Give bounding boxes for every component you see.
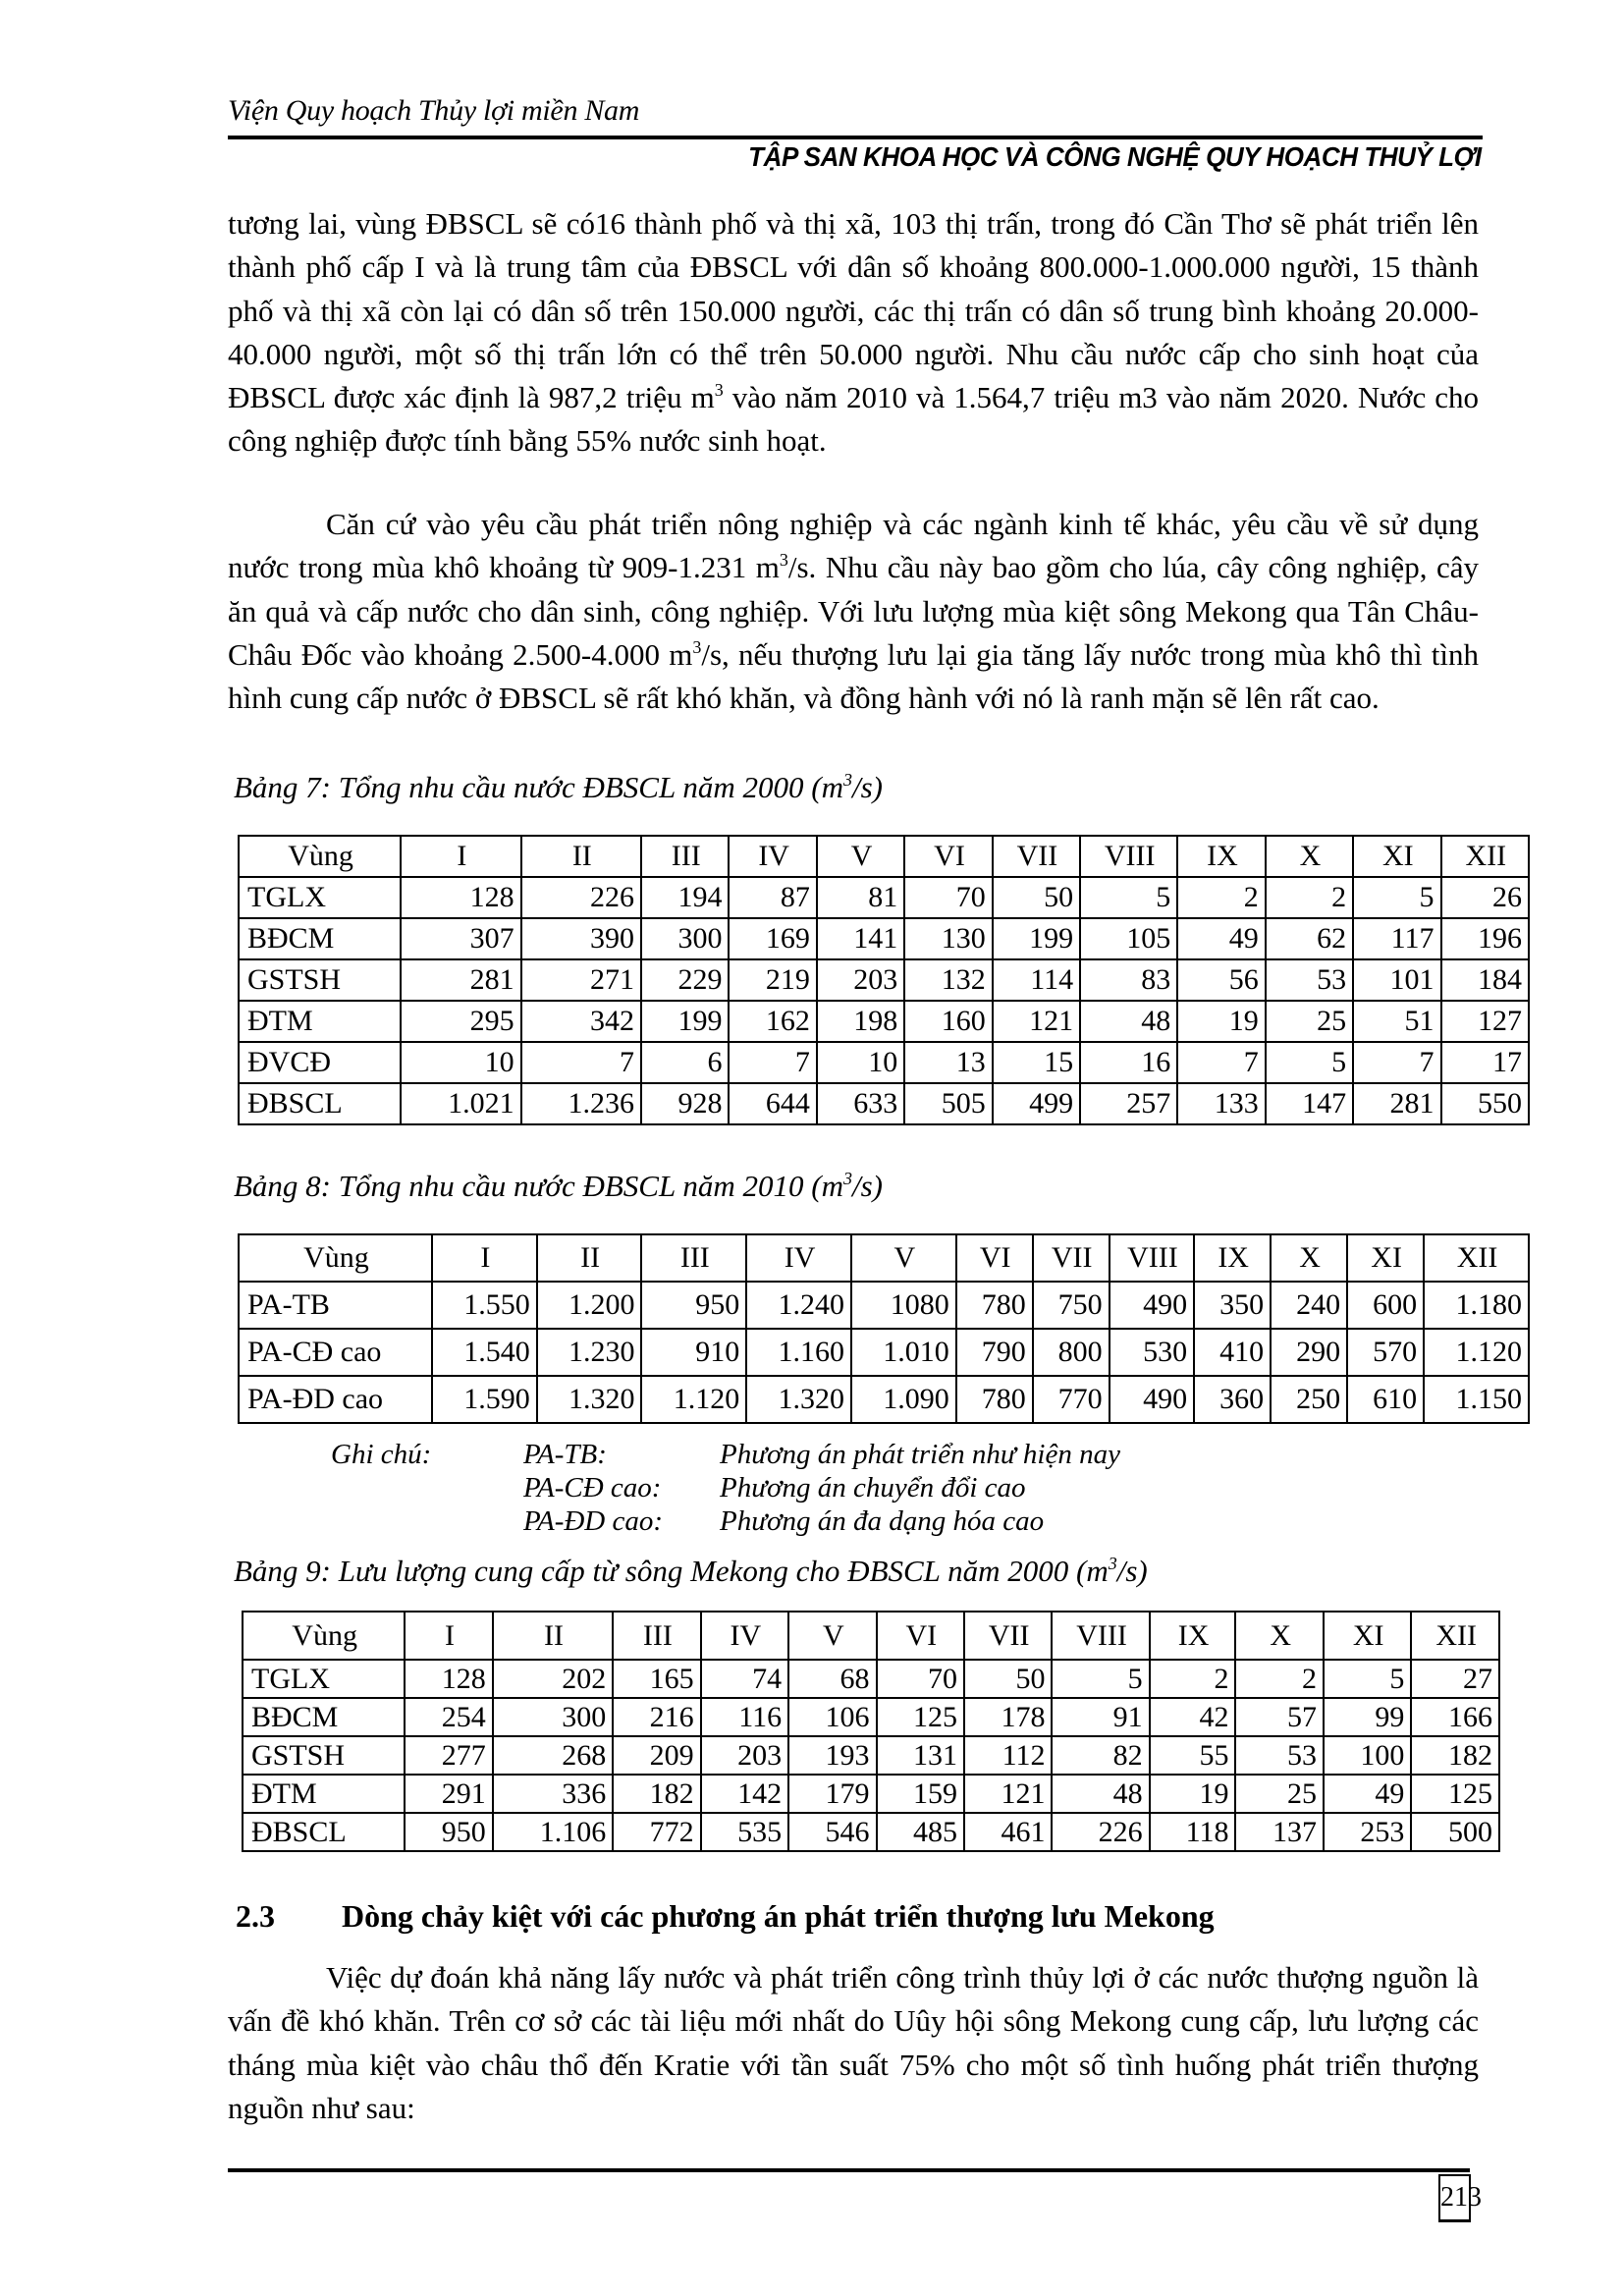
row-label: ĐBSCL <box>239 1083 401 1124</box>
table-cell: 116 <box>701 1698 788 1736</box>
table-cell: 131 <box>877 1736 964 1775</box>
column-header: VII <box>964 1612 1052 1660</box>
table-cell: 147 <box>1266 1083 1353 1124</box>
table-cell: 114 <box>993 959 1080 1001</box>
column-header: III <box>641 836 729 877</box>
table-cell: 5 <box>1324 1660 1411 1698</box>
table-cell: 800 <box>1033 1329 1110 1376</box>
table-cell: 48 <box>1052 1775 1149 1813</box>
table-cell: 1.550 <box>432 1282 537 1329</box>
table-row <box>239 1376 1529 1423</box>
table-cell: 5 <box>1052 1660 1149 1698</box>
caption-text: Bảng 8: Tổng nhu cầu nước ĐBSCL năm 2010 (m <box>234 1169 843 1203</box>
row-label: GSTSH <box>243 1736 405 1775</box>
table-cell: 106 <box>788 1698 876 1736</box>
table-header-row <box>239 1234 1529 1282</box>
table-cell: 1.230 <box>537 1329 642 1376</box>
table7-water-demand-2000 <box>238 835 1530 1125</box>
table-cell: 1.106 <box>493 1813 613 1851</box>
column-header: XI <box>1347 1234 1424 1282</box>
table-cell: 1.090 <box>851 1376 956 1423</box>
table-cell: 928 <box>641 1083 729 1124</box>
column-header: II <box>493 1612 613 1660</box>
table-cell: 48 <box>1080 1001 1177 1042</box>
table-cell: 26 <box>1441 877 1529 918</box>
table-cell: 169 <box>729 918 816 959</box>
table-cell: 268 <box>493 1736 613 1775</box>
table-cell: 253 <box>1324 1813 1411 1851</box>
table-cell: 770 <box>1033 1376 1110 1423</box>
column-header: X <box>1271 1234 1347 1282</box>
table-row <box>243 1736 1499 1775</box>
running-header-institute: Viện Quy hoạch Thủy lợi miền Nam <box>228 94 640 127</box>
table-cell: 250 <box>1271 1376 1347 1423</box>
column-header: VIII <box>1080 836 1177 877</box>
header-rule <box>228 136 1483 139</box>
table-cell: 19 <box>1177 1001 1265 1042</box>
table-cell: 500 <box>1411 1813 1499 1851</box>
column-header: IX <box>1194 1234 1271 1282</box>
column-header: V <box>851 1234 956 1282</box>
column-header: VIII <box>1110 1234 1194 1282</box>
table-cell: 342 <box>521 1001 641 1042</box>
column-header: III <box>613 1612 700 1660</box>
table-cell: 790 <box>956 1329 1033 1376</box>
caption-text: Bảng 9: Lưu lượng cung cấp từ sông Mekong cho ĐBSCL năm 2000 (m <box>234 1554 1109 1588</box>
superscript: 3 <box>714 380 724 401</box>
table-cell: 485 <box>877 1813 964 1851</box>
table-cell: 125 <box>1411 1775 1499 1813</box>
row-label: TGLX <box>243 1660 405 1698</box>
table-cell: 101 <box>1353 959 1440 1001</box>
table-cell: 194 <box>641 877 729 918</box>
table-cell: 1.160 <box>746 1329 851 1376</box>
table-cell: 1.120 <box>1424 1329 1529 1376</box>
column-header: IX <box>1177 836 1265 877</box>
column-header: XI <box>1324 1612 1411 1660</box>
table-cell: 74 <box>701 1660 788 1698</box>
row-label: PA-CĐ cao <box>239 1329 432 1376</box>
table-cell: 162 <box>729 1001 816 1042</box>
table-cell: 750 <box>1033 1282 1110 1329</box>
table-cell: 570 <box>1347 1329 1424 1376</box>
table-cell: 53 <box>1266 959 1353 1001</box>
table-cell: 42 <box>1150 1698 1236 1736</box>
table-cell: 530 <box>1110 1329 1194 1376</box>
table-cell: 203 <box>817 959 904 1001</box>
superscript: 3 <box>779 550 788 571</box>
paragraph-text: vào năm 2010 và 1.564,7 triệu m3 vào năm 2020. Nước cho công nghiệp được tính bằng 55% nước sinh hoạt. <box>228 380 1479 459</box>
table-cell: 290 <box>1271 1329 1347 1376</box>
table-cell: 25 <box>1266 1001 1353 1042</box>
column-header: IV <box>729 836 816 877</box>
table-cell: 19 <box>1150 1775 1236 1813</box>
table-cell: 1.120 <box>641 1376 746 1423</box>
table-cell: 490 <box>1110 1376 1194 1423</box>
note-value: Phương án phát triển như hiện nay <box>720 1439 1120 1470</box>
column-header: XI <box>1353 836 1440 877</box>
column-header: VII <box>993 836 1080 877</box>
table-row <box>243 1698 1499 1736</box>
column-header: Vùng <box>239 836 401 877</box>
table-cell: 257 <box>1080 1083 1177 1124</box>
superscript: 3 <box>692 636 702 657</box>
table-cell: 461 <box>964 1813 1052 1851</box>
table-cell: 184 <box>1441 959 1529 1001</box>
table-cell: 199 <box>641 1001 729 1042</box>
section-paragraph: Việc dự đoán khả năng lấy nước và phát triển công trình thủy lợi ở các nước thượng nguồn là vấn đề khó khăn. Trên cơ sở các tài liệu mới nhất do Uûy hội sông Mekong cung cấp, lưu lượng các tháng mùa kiệt vào châu thổ đến Kratie với tần suất 75% cho một số tình huống phát triển thượng nguồn như sau: <box>228 1960 1479 2125</box>
table-cell: 142 <box>701 1775 788 1813</box>
running-header-journal: TẬP SAN KHOA HỌC VÀ CÔNG NGHỆ QUY HOẠCH THUỶ LỢI <box>748 141 1482 172</box>
table-cell: 1.150 <box>1424 1376 1529 1423</box>
table-cell: 202 <box>493 1660 613 1698</box>
table-cell: 1.320 <box>746 1376 851 1423</box>
paragraph-text: /s. Nhu cầu này bao gồm cho lúa, cây công nghiệp, cây ăn quả và cấp nước cho dân sinh, công nghiệp. Với lưu lượng mùa kiệt sông Mekong qua Tân Châu-Châu Đốc vào khoảng 2.500-4.000 m <box>228 550 1479 672</box>
paragraph-population <box>228 202 1479 464</box>
table-cell: 50 <box>964 1660 1052 1698</box>
table-cell: 99 <box>1324 1698 1411 1736</box>
table-cell: 141 <box>817 918 904 959</box>
table-cell: 281 <box>401 959 520 1001</box>
table-cell: 121 <box>964 1775 1052 1813</box>
column-header: X <box>1266 836 1353 877</box>
table-cell: 780 <box>956 1282 1033 1329</box>
table-row <box>239 918 1529 959</box>
table-cell: 226 <box>1052 1813 1149 1851</box>
table-cell: 53 <box>1235 1736 1323 1775</box>
table-cell: 6 <box>641 1042 729 1083</box>
table9-caption <box>234 1554 1148 1589</box>
column-header: I <box>432 1234 537 1282</box>
table-cell: 87 <box>729 877 816 918</box>
table-cell: 254 <box>405 1698 492 1736</box>
table-cell: 226 <box>521 877 641 918</box>
table-cell: 112 <box>964 1736 1052 1775</box>
table-cell: 10 <box>401 1042 520 1083</box>
table-cell: 216 <box>613 1698 700 1736</box>
table-cell: 780 <box>956 1376 1033 1423</box>
table-cell: 83 <box>1080 959 1177 1001</box>
table-cell: 633 <box>817 1083 904 1124</box>
table-cell: 300 <box>493 1698 613 1736</box>
table-cell: 2 <box>1266 877 1353 918</box>
table-cell: 281 <box>1353 1083 1440 1124</box>
paragraph-text: tương lai, vùng ĐBSCL sẽ có16 thành phố và thị xã, 103 thị trấn, trong đó Cần Thơ sẽ phát triển lên thành phố cấp I và là trung tâm của ĐBSCL với dân số khoảng 800.000-1.000.000 người, 15 thành phố và thị xã còn lại có dân số trên 150.000 người, các thị trấn có dân số trung bình khoảng 20.000-40.000 người, một số thị trấn lớn có thể trên 50.000 người. Nhu cầu nước cấp cho sinh hoạt của ĐBSCL được xác định là 987,2 triệu m <box>228 206 1479 415</box>
row-label: ĐVCĐ <box>239 1042 401 1083</box>
column-header: XII <box>1411 1612 1499 1660</box>
column-header: III <box>641 1234 746 1282</box>
table-header-row <box>243 1612 1499 1660</box>
table-cell: 166 <box>1411 1698 1499 1736</box>
note-key: PA-CĐ cao: <box>523 1472 662 1503</box>
table-cell: 229 <box>641 959 729 1001</box>
table-cell: 91 <box>1052 1698 1149 1736</box>
table-cell: 505 <box>904 1083 992 1124</box>
table-row <box>239 1042 1529 1083</box>
table-cell: 49 <box>1177 918 1265 959</box>
note-key: PA-ĐD cao: <box>523 1505 664 1537</box>
table-cell: 350 <box>1194 1282 1271 1329</box>
table-cell: 82 <box>1052 1736 1149 1775</box>
table-cell: 132 <box>904 959 992 1001</box>
table-cell: 16 <box>1080 1042 1177 1083</box>
table-cell: 490 <box>1110 1282 1194 1329</box>
column-header: Vùng <box>239 1234 432 1282</box>
table-cell: 182 <box>1411 1736 1499 1775</box>
table-cell: 610 <box>1347 1376 1424 1423</box>
table-cell: 198 <box>817 1001 904 1042</box>
table-cell: 68 <box>788 1660 876 1698</box>
column-header: Vùng <box>243 1612 405 1660</box>
table-row <box>239 1083 1529 1124</box>
table7-caption <box>234 770 883 805</box>
caption-text: Bảng 7: Tổng nhu cầu nước ĐBSCL năm 2000 (m <box>234 770 843 804</box>
footer-rule <box>228 2168 1470 2172</box>
table-cell: 390 <box>521 918 641 959</box>
table-cell: 49 <box>1324 1775 1411 1813</box>
table-cell: 55 <box>1150 1736 1236 1775</box>
table-cell: 160 <box>904 1001 992 1042</box>
table-cell: 7 <box>729 1042 816 1083</box>
table-cell: 10 <box>817 1042 904 1083</box>
table-cell: 179 <box>788 1775 876 1813</box>
table-cell: 5 <box>1266 1042 1353 1083</box>
table-cell: 57 <box>1235 1698 1323 1736</box>
caption-text: /s) <box>1116 1554 1148 1588</box>
superscript: 3 <box>843 770 852 790</box>
note-key: PA-TB: <box>523 1439 607 1470</box>
table-cell: 203 <box>701 1736 788 1775</box>
table-cell: 196 <box>1441 918 1529 959</box>
table-cell: 127 <box>1441 1001 1529 1042</box>
table-cell: 2 <box>1235 1660 1323 1698</box>
row-label: ĐBSCL <box>243 1813 405 1851</box>
table-cell: 1080 <box>851 1282 956 1329</box>
table-cell: 1.010 <box>851 1329 956 1376</box>
table-cell: 137 <box>1235 1813 1323 1851</box>
table-cell: 219 <box>729 959 816 1001</box>
column-header: II <box>537 1234 642 1282</box>
table-cell: 81 <box>817 877 904 918</box>
table-row <box>243 1813 1499 1851</box>
table-cell: 535 <box>701 1813 788 1851</box>
column-header: VIII <box>1052 1612 1149 1660</box>
column-header: II <box>521 836 641 877</box>
table-cell: 1.240 <box>746 1282 851 1329</box>
column-header: IV <box>746 1234 851 1282</box>
table-cell: 165 <box>613 1660 700 1698</box>
table-row <box>239 877 1529 918</box>
table-cell: 133 <box>1177 1083 1265 1124</box>
table-cell: 5 <box>1080 877 1177 918</box>
table-cell: 159 <box>877 1775 964 1813</box>
table-cell: 307 <box>401 918 520 959</box>
note-value: Phương án chuyển đổi cao <box>720 1472 1026 1503</box>
table-cell: 271 <box>521 959 641 1001</box>
table-cell: 117 <box>1353 918 1440 959</box>
table-cell: 600 <box>1347 1282 1424 1329</box>
table9-mekong-supply-2000 <box>242 1611 1500 1852</box>
table-cell: 105 <box>1080 918 1177 959</box>
table-row <box>239 1001 1529 1042</box>
table-cell: 336 <box>493 1775 613 1813</box>
table-cell: 209 <box>613 1736 700 1775</box>
table8-water-demand-2010 <box>238 1233 1530 1424</box>
table-cell: 70 <box>904 877 992 918</box>
paragraph-text: Căn cứ vào yêu cầu phát triển nông nghiệp và các ngành kinh tế khác, yêu cầu về sử dụng nước trong mùa khô khoảng từ 909-1.231 m <box>228 507 1479 585</box>
paragraph-text: /s, nếu thượng lưu lại gia tăng lấy nước trong mùa khô thì tình hình cung cấp nước ở ĐBSCL sẽ rất khó khăn, và đồng hành với nó là ranh mặn sẽ lên rất cao. <box>228 636 1479 716</box>
table-cell: 910 <box>641 1329 746 1376</box>
column-header: VI <box>956 1234 1033 1282</box>
table-cell: 17 <box>1441 1042 1529 1083</box>
table-cell: 130 <box>904 918 992 959</box>
column-header: VII <box>1033 1234 1110 1282</box>
table-cell: 121 <box>993 1001 1080 1042</box>
column-header: XII <box>1424 1234 1529 1282</box>
table-cell: 51 <box>1353 1001 1440 1042</box>
caption-text: /s) <box>852 1169 883 1203</box>
table-row <box>239 1329 1529 1376</box>
table-cell: 1.590 <box>432 1376 537 1423</box>
table-cell: 13 <box>904 1042 992 1083</box>
table8-caption <box>234 1169 883 1204</box>
table-cell: 1.320 <box>537 1376 642 1423</box>
table-cell: 56 <box>1177 959 1265 1001</box>
row-label: ĐTM <box>239 1001 401 1042</box>
table-cell: 277 <box>405 1736 492 1775</box>
table-cell: 25 <box>1235 1775 1323 1813</box>
table-cell: 5 <box>1353 877 1440 918</box>
table-cell: 15 <box>993 1042 1080 1083</box>
table-cell: 62 <box>1266 918 1353 959</box>
table-row <box>239 959 1529 1001</box>
column-header: V <box>788 1612 876 1660</box>
table-cell: 1.200 <box>537 1282 642 1329</box>
table-cell: 291 <box>405 1775 492 1813</box>
table-cell: 546 <box>788 1813 876 1851</box>
column-header: V <box>817 836 904 877</box>
column-header: I <box>405 1612 492 1660</box>
table-cell: 950 <box>641 1282 746 1329</box>
table-cell: 193 <box>788 1736 876 1775</box>
table-cell: 128 <box>405 1660 492 1698</box>
table-cell: 7 <box>1177 1042 1265 1083</box>
notes-label: Ghi chú: <box>331 1439 432 1470</box>
paragraph-water-demand <box>228 503 1479 720</box>
column-header: VI <box>904 836 992 877</box>
row-label: PA-TB <box>239 1282 432 1329</box>
page-number: 213 <box>1438 2174 1471 2222</box>
table-cell: 950 <box>405 1813 492 1851</box>
table-cell: 125 <box>877 1698 964 1736</box>
table-cell: 7 <box>1353 1042 1440 1083</box>
row-label: BĐCM <box>243 1698 405 1736</box>
table-cell: 550 <box>1441 1083 1529 1124</box>
row-label: PA-ĐD cao <box>239 1376 432 1423</box>
caption-text: /s) <box>852 770 883 804</box>
table-cell: 360 <box>1194 1376 1271 1423</box>
section-number: 2.3 <box>236 1898 275 1934</box>
table-cell: 1.236 <box>521 1083 641 1124</box>
table-cell: 300 <box>641 918 729 959</box>
table-cell: 178 <box>964 1698 1052 1736</box>
table-cell: 644 <box>729 1083 816 1124</box>
row-label: ĐTM <box>243 1775 405 1813</box>
table-cell: 27 <box>1411 1660 1499 1698</box>
table-cell: 410 <box>1194 1329 1271 1376</box>
row-label: TGLX <box>239 877 401 918</box>
table-cell: 70 <box>877 1660 964 1698</box>
superscript: 3 <box>1108 1554 1117 1573</box>
row-label: BĐCM <box>239 918 401 959</box>
table-cell: 1.021 <box>401 1083 520 1124</box>
table-cell: 2 <box>1150 1660 1236 1698</box>
column-header: X <box>1235 1612 1323 1660</box>
table-cell: 7 <box>521 1042 641 1083</box>
table-cell: 772 <box>613 1813 700 1851</box>
row-label: GSTSH <box>239 959 401 1001</box>
table-cell: 100 <box>1324 1736 1411 1775</box>
note-value: Phương án đa dạng hóa cao <box>720 1505 1045 1537</box>
table-cell: 499 <box>993 1083 1080 1124</box>
table-row <box>243 1660 1499 1698</box>
table-cell: 128 <box>401 877 520 918</box>
table-cell: 182 <box>613 1775 700 1813</box>
section-title: Dòng chảy kiệt với các phương án phát triển thượng lưu Mekong <box>342 1898 1215 1934</box>
column-header: VI <box>877 1612 964 1660</box>
column-header: IX <box>1150 1612 1236 1660</box>
column-header: XII <box>1441 836 1529 877</box>
column-header: IV <box>701 1612 788 1660</box>
table-row <box>243 1775 1499 1813</box>
table-cell: 1.180 <box>1424 1282 1529 1329</box>
table-header-row <box>239 836 1529 877</box>
table-cell: 199 <box>993 918 1080 959</box>
table-cell: 2 <box>1177 877 1265 918</box>
table-cell: 50 <box>993 877 1080 918</box>
table-cell: 240 <box>1271 1282 1347 1329</box>
table-cell: 118 <box>1150 1813 1236 1851</box>
table-cell: 1.540 <box>432 1329 537 1376</box>
table-row <box>239 1282 1529 1329</box>
column-header: I <box>401 836 520 877</box>
superscript: 3 <box>843 1169 852 1188</box>
table-cell: 295 <box>401 1001 520 1042</box>
